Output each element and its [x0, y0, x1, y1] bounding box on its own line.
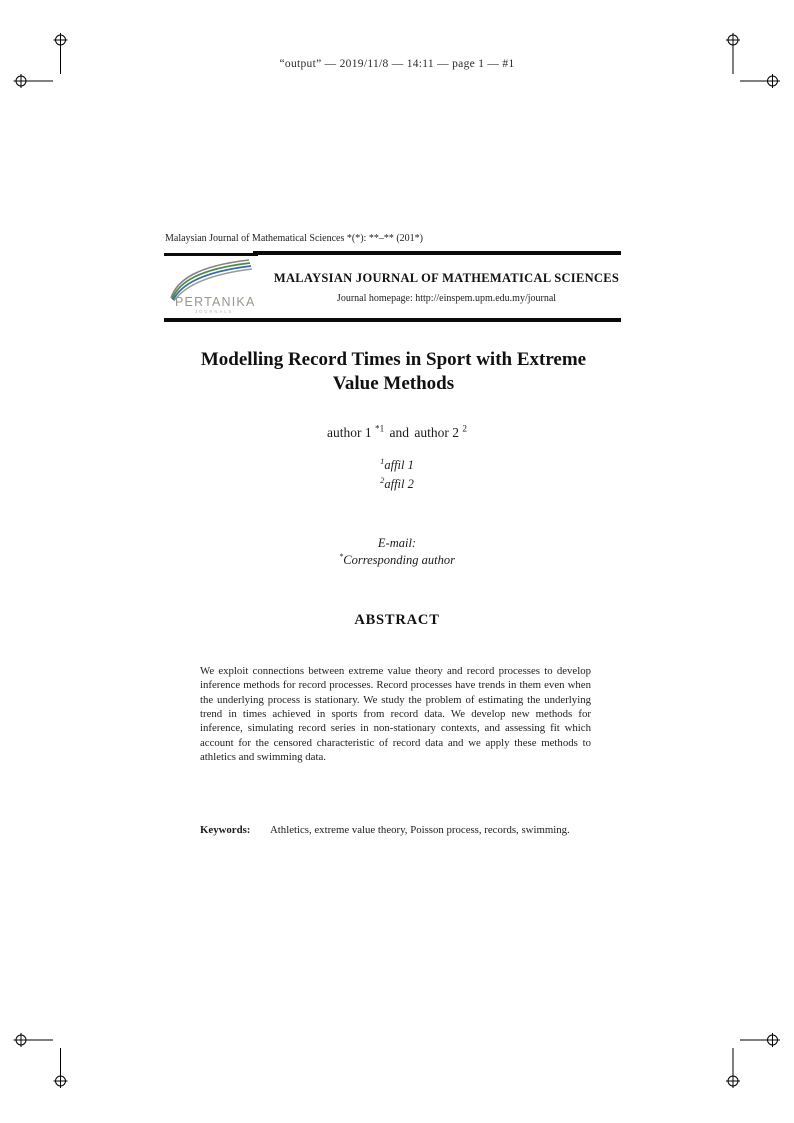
journal-reference-line: Malaysian Journal of Mathematical Sciences *(*): **–** (201*) [165, 233, 423, 244]
corresponding-author-note [0, 552, 794, 569]
author-1-name: author 1 [326, 425, 372, 440]
masthead-bottom-rule [164, 318, 621, 322]
masthead-text [272, 255, 621, 317]
keywords-block [200, 823, 592, 838]
email-block [0, 535, 794, 568]
corresponding-author-superscript: * [339, 550, 344, 561]
masthead-top-rule [253, 251, 621, 255]
article-title-line1: Modelling Record Times in Sport with Extreme [200, 349, 587, 370]
author-2-superscript: 2 [462, 423, 467, 434]
article-title-line2: Value Methods [332, 372, 455, 394]
affiliation-2-text: affil 2 [384, 477, 414, 491]
abstract-body: We exploit connections between extreme value theory and record processes to develop inference methods for record processes. Record processes have trends in them even when the underlying process is stationary. We study the problem of estimating the underlying trend in times achieved in sports from record data. We develop new methods for inference, simulating record series in non-stationary contexts, and assessing fit which account for the censored characteristic of record data and we apply these methods to athletics and swimming data. [200, 665, 591, 764]
authors-line [0, 425, 794, 441]
crop-marks-bottom-right [726, 1033, 780, 1088]
affiliation-2-superscript: 2 [380, 474, 385, 485]
pertanika-logo [164, 255, 272, 317]
author-2-name: author 2 [414, 425, 460, 440]
authors-conjunction: and [389, 425, 410, 440]
draft-header: “output” — 2019/11/8 — 14:11 — page 1 — #1 [279, 58, 515, 70]
author-1-superscript: *1 [374, 423, 385, 434]
affiliations [0, 456, 794, 494]
masthead-homepage-line: Journal homepage: http://einspem.upm.edu.my/journal [336, 292, 557, 304]
affiliation-1-superscript: 1 [380, 455, 385, 466]
affiliation-2 [0, 475, 794, 494]
keywords-text: Athletics, extreme value theory, Poisson process, records, swimming. [270, 824, 570, 836]
article-title [165, 348, 622, 395]
abstract-heading: ABSTRACT [354, 612, 440, 628]
keywords-label: Keywords: [200, 824, 251, 836]
masthead-content [164, 255, 621, 317]
affiliation-1 [0, 456, 794, 475]
pertanika-wordmark: PERTANIKA [175, 295, 256, 309]
crop-marks-bottom-left [14, 1033, 68, 1088]
affiliation-1-text: affil 1 [384, 458, 414, 472]
masthead-journal-name: MALAYSIAN JOURNAL OF MATHEMATICAL SCIENCES [273, 270, 620, 285]
pertanika-journals-subtext: JOURNALS [195, 309, 234, 314]
corresponding-author-text: Corresponding author [343, 552, 455, 567]
email-label: E-mail: [377, 536, 417, 550]
pertanika-logo-icon [167, 258, 267, 316]
